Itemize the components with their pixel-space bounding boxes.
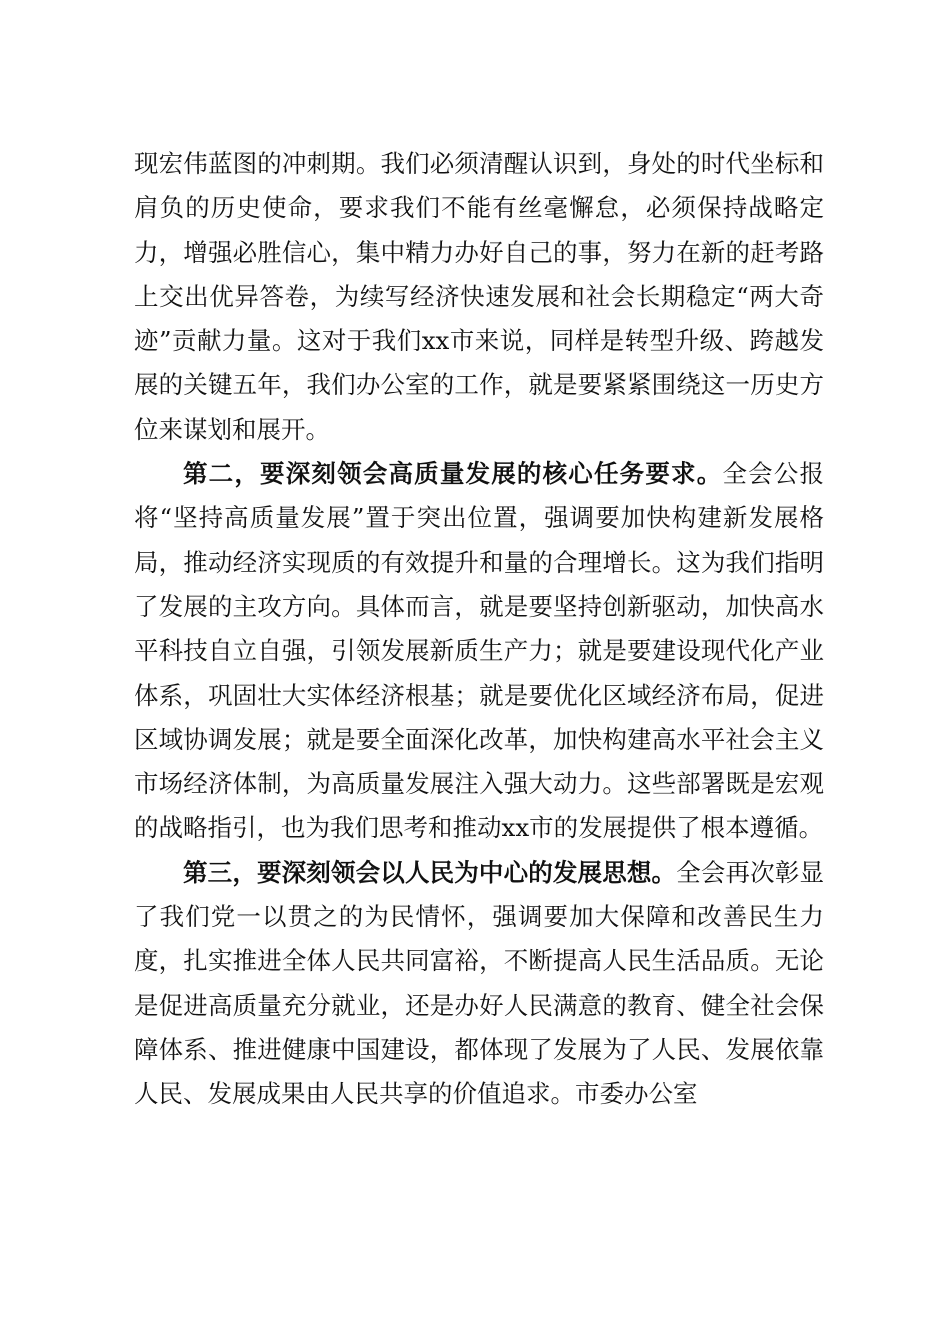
paragraph-heading: 第三，要深刻领会以人民为中心的发展思想。 — [183, 857, 677, 887]
paragraph-heading: 第二，要深刻领会高质量发展的核心任务要求。 — [183, 459, 723, 489]
paragraph-body: 现宏伟蓝图的冲刺期。我们必须清醒认识到，身处的时代坐标和肩负的历史使命，要求我们不能有丝毫懈怠，必须保持战略定力，增强必胜信心，集中精力办好自己的事，努力在新的赶考路上交出优异答卷，为续写经济快速发展和社会长期稳定“两大奇迹”贡献力量。这对于我们xx市来说，同样是转型升级、跨越发展的关键五年，我们办公室的工作，就是要紧紧围绕这一历史方位来谋划和展开。 — [134, 149, 824, 444]
document-body — [134, 142, 824, 1117]
paragraph-third-point — [134, 851, 824, 1117]
paragraph-second-point — [134, 452, 824, 851]
paragraph-body: 全会再次彰显了我们党一以贯之的为民情怀，强调要加大保障和改善民生力度，扎实推进全体人民共同富裕，不断提高人民生活品质。无论是促进高质量充分就业，还是办好人民满意的教育、健全社会保障体系、推进健康中国建设，都体现了发展为了人民、发展依靠人民、发展成果由人民共享的价值追求。市委办公室 — [134, 857, 825, 1109]
paragraph-body: 全会公报将“坚持高质量发展”置于突出位置，强调要加快构建新发展格局，推动经济实现质的有效提升和量的合理增长。这为我们指明了发展的主攻方向。具体而言，就是要坚持创新驱动，加快高水平科技自立自强，引领发展新质生产力；就是要建设现代化产业体系，巩固壮大实体经济根基；就是要优化区域经济布局，促进区域协调发展；就是要全面深化改革，加快构建高水平社会主义市场经济体制，为高质量发展注入强大动力。这些部署既是宏观的战略指引，也为我们思考和推动xx市的发展提供了根本遵循。 — [134, 459, 824, 843]
paragraph-continued — [134, 142, 824, 452]
